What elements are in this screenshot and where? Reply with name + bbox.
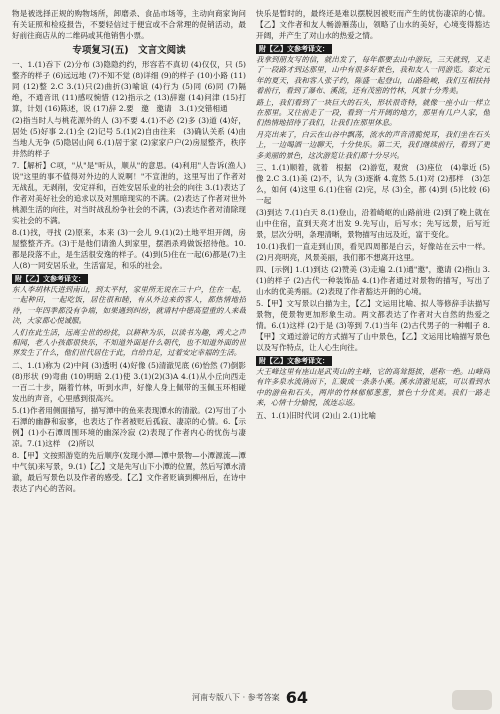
answer-section-3: 三、1.(1)顺着，就着 根据 (2)游览，观赏 (3)座位 (4)靠近 (5)像 2.C 3.(1)美 (2)不，认为 (3)逐渐 4.竟然 5.(1)对 (2)那样 (3)怎么，如何 (4)这里 6.(1)住宿 (2)完，尽 (3)全，都 (4)到 (5)比较 (6)一起	[256, 163, 490, 206]
two-column-body	[12, 8, 490, 688]
answer-q3: 7.【解析】C项，"从"是"听从，顺从"的意思。(4)利用"人告诉(渔人)说"这里的事不值得对外边的人说啊！"不宣泄的，这里写出了作者对无战乱，无剥削，安定祥和，百姓安居乐业的社会的向往 3.(1)表达了作者对美好社会的追求以及对黑暗现实的不满。(2)表达了作者对世外桃源生活的向往，对当时战乱纷争社会的不满，(3)表达作者对清除现实社会的不满。	[12, 161, 246, 225]
page-footer	[0, 684, 500, 710]
answer-section-5: 5.【甲】文写景以白描为主，【乙】文运用比喻、拟人等修辞手法描写景物，使景物更加形象生动。两文都表达了作者对大自然的热爱之情。6.(1)这样 (2)于是 (3)等到 7.(1)当年 (2)古代男子的一种帽子 8.【甲】文通过游记的方式描写了山中景色，【乙】文运用比喻描写景色以及写作特点，让人心生向往。	[256, 299, 490, 353]
right-paragraph: 快乐是暂时的，最终还是难以摆脱因被贬而产生的忧伤凄凉的心情。【乙】文作者和友人畅游雁荡山，领略了山水的美好，心境变得豁达开阔，并产生了对山水的热爱之情。	[256, 9, 490, 40]
translation-paragraph: 人们在此生活，远离尘世的纷扰，以耕种为乐，以读书为趣，鸡犬之声相闻，老人小孩都很快乐，不知道外面是什么朝代，也不知道外面的世界发生了什么，他们世代居住于此，自给自足，过着安定幸福的生活。	[12, 327, 246, 358]
watermark-logo	[452, 690, 492, 710]
translation-tag: 附【乙】文参考译文：	[12, 274, 88, 284]
answer-q8: 8.【甲】文按照游览的先后顺序(发现小潭—潭中景物—小潭源流—潭中气氛)来写景，9.(1)【乙】文是先写山下小潭的位置，然后写潭水清澈，最后写景色以及作者的感受。【乙】文作者贬谪到柳州后，在诗中表达了内心的苦闷。	[12, 450, 246, 493]
translation-paragraph: 大王峰这里有座山是武夷山的主峰，它的高耸挺拔，堪称一绝。山峰间有许多泉水流淌而下，汇聚成一条条小溪。溪水清澈见底，可以看到水中的游鱼和石头，两岸的竹林郁郁葱葱，景色十分优美。我们一路走来，心情十分愉悦，流连忘返。	[256, 367, 490, 408]
intro-paragraph: 物是被选择正规的购物场所，卸磨杀、食品市场等，主动向商家询问有关证照和检疫报告，不要轻信过于便宜或不合常理的促销活动，最好前往商店从的二维码或其他销售小票。	[12, 9, 246, 40]
answer-section-4: 四、[示例] 1.(1)到达 (2)赞美 (3)走遍 2.(1)通"邀"，邀请 (2)指山 3.(1)的样子 (2)古代一种装饰品 4.(1)作者通过对景物的描写，写出了山水的优美秀丽。(2)表现了作者豁达开朗的心境。	[256, 265, 490, 297]
answer-q1: 一、1.(1)吞下 (2)分布 (3)隐隐约约，形容若不真切 (4)仅仅，只 (5)整齐的样子 (6)远远地 (7)不知不觉 (8)详细 (9)的样子 (10)小路 (11)同 (12)整 2.C 3.(1)只(2)曲折(3)喻谊 (4)行为 (5)同 (6)同 (7)隔绝，不通音讯 (11)感叹惋惜 (12)指示之 (13)辞谢 (14)问津 (15)打算，计划 (16)陈述，说 (17)辞 2.要 邀 邀请 3.(1)交错相通	[12, 60, 246, 113]
right-column	[256, 8, 490, 688]
translation-paragraph: 路上，我们看到了一块巨大的石头，形状很奇特，就像一座小山一样立在那里。又往前走了一段，看到一片开阔的地方，那里有几户人家，他们热情地招待了我们，让我们在那里休息。	[256, 97, 490, 128]
left-column	[12, 8, 246, 688]
answer-q4: 8.(1)找，寻找 (2)原来，本来 (3)一会儿 9.(1)(2)土地平坦开阔，房屋整整齐齐。(3)于是他们请渔人到家里，摆酒杀鸡做饭招待他。10.都是段落不止，是生活很安逸的样子。(4)到(5)住在一起(6)都是(7)主人(8)一同安居乐业，生活富足，和乐的社会。	[12, 228, 246, 270]
answer-q2: (2)指当时人与桃花源外的人 (3)不要 4.(1)不必 (2)多 (3)道 (4)好，居处 (5)好事 2.(1)全 (2)记号 5.(1)(2)自由往来 (3)确认关系 (4)由当地人无争 (5)隐居山间 6.(1)居于家 (2)家家户户(2)房屋整齐，秩序井然的样子	[12, 116, 246, 158]
answer-q6: 二、1.(1)称为 (2)中间 (3)透明 (4)好像 (5)清澈见底 (6)怡然 (7)倒影 (8)形状 (9)弯曲 (10)明暗 2.(1)使 3.(1)(2)(3)A 4.(1)从小丘向西走一百二十步，隔着竹林，听到水声，好像人身上佩带的玉佩玉环相碰发出的声音，心里感到很高兴。	[12, 360, 246, 403]
answer-section-3b: (3)到达 7.(1)白天 8.(1)登山，沿着崎岖的山路前进 (2)到了晚上就在山中住宿，直到天亮才出发 9.先写山，后写水；先写远景，后写近景，层次分明，条理清晰，景物描写由远及近，富于变化。	[256, 208, 490, 240]
page-number: 64	[285, 687, 308, 707]
translation-tag: 附【乙】文参考译文：	[256, 356, 332, 366]
translation-tag: 附【乙】文参考译文：	[256, 44, 332, 54]
answer-last: 五、1.(1)旧时代词 (2)山 2.(1)比喻	[256, 410, 376, 420]
answer-q7: 5.(1)作者用侧面描写，描写潭中的鱼来表现潭水的清澈。(2)写出了小石潭的幽静和寂寥，也表达了作者被贬后孤寂、凄凉的心情。6.【示例】(1)小石潭周围环境的幽深冷寂 (2)表现了作者内心的忧伤与凄凉。7.(1)这样 (2)所以	[12, 405, 246, 448]
translation-paragraph: 东人李胡林氏进到南山，到太平村，家里所无说在三十户，住在一起，一起种田，一起吃饭，居住很和睦，有从外边来的客人，都热情地招待，一年四季都没有争端，如果遇到纠纷，就请村中德高望重的人来裁决，大家都心悦诚服。	[12, 285, 246, 326]
translation-paragraph: 月亮出来了，白云在山谷中飘荡，流水的声音清脆悦耳，我们坐在石头上，一边喝酒一边聊天，十分快乐。第二天，我们继续前行，看到了更多美丽的景色，这次游览让我们都十分尽兴。	[256, 129, 490, 160]
footer-label: 河南专版八下 · 参考答案	[192, 692, 280, 702]
section-title: 专项复习(五) 文言文阅读	[72, 45, 186, 56]
translation-paragraph: 我拿到朋友写的信，就出发了，每年都要去山中游玩，三天就到，又走了一段路才到达那里，山中有很多好景色，我和友人一同游览。泰定元年的夏天，我和客人张子约，陈盛一起登山，山路险峻，我们互相扶持着前行，看到了瀑布、溪流，还有茂密的竹林，风景十分秀美。	[256, 55, 490, 96]
answer-section-3c: 10.(1)我们一直走到山顶，看见四周都是白云，好像站在云中一样。(2)月亮明亮，风景美丽，我们都不想离开这里。	[256, 242, 490, 263]
